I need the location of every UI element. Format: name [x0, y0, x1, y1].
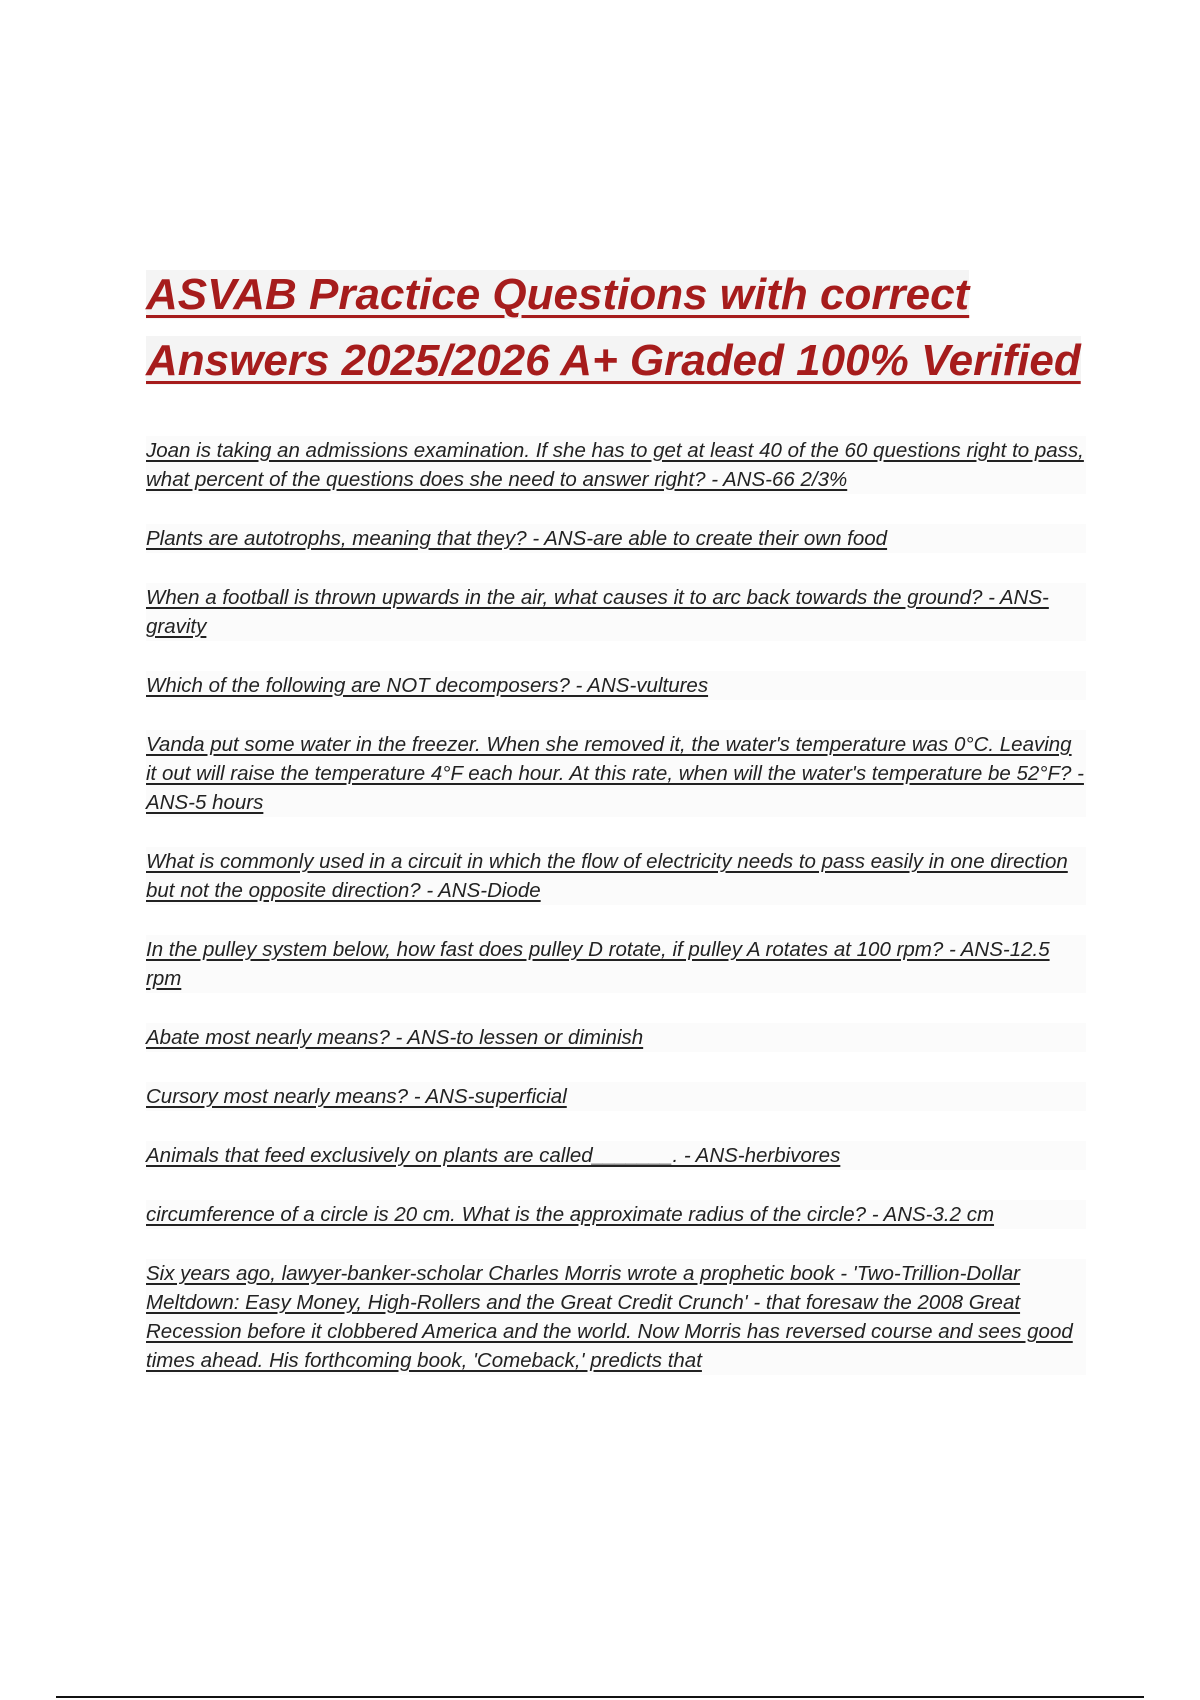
- qa-item-2: Plants are autotrophs, meaning that they? - ANS-are able to create their own food: [146, 524, 1086, 553]
- qa-item-5: Vanda put some water in the freezer. When she removed it, the water's temperature was 0°C. Leaving it out will raise the temperature 4°F each hour. At this rate, when will the water's temperature be 52°F? - ANS-5 hours: [146, 730, 1086, 817]
- page-bottom-divider: [56, 1696, 1144, 1698]
- qa-item-9: Cursory most nearly means? - ANS-superficial: [146, 1082, 1086, 1111]
- document-title: ASVAB Practice Questions with correct Answers 2025/2026 A+ Graded 100% Verified: [146, 270, 1081, 385]
- qa-item-8: Abate most nearly means? - ANS-to lessen or diminish: [146, 1023, 1086, 1052]
- qa-item-6: What is commonly used in a circuit in which the flow of electricity needs to pass easily in one direction but not the opposite direction? - ANS-Diode: [146, 847, 1086, 905]
- qa-list: [146, 436, 1086, 1375]
- qa-item-1: Joan is taking an admissions examination. If she has to get at least 40 of the 60 questions right to pass, what percent of the questions does she need to answer right? - ANS-66 2/3%: [146, 436, 1086, 494]
- document-content: [146, 262, 1086, 1405]
- qa-item-7: In the pulley system below, how fast does pulley D rotate, if pulley A rotates at 100 rpm? - ANS-12.5 rpm: [146, 935, 1086, 993]
- qa-item-12: Six years ago, lawyer-banker-scholar Charles Morris wrote a prophetic book - 'Two-Trillion-Dollar Meltdown: Easy Money, High-Rollers and the Great Credit Crunch' - that foresaw the 2008 Great Recession before it clobbered America and the world. Now Morris has reversed course and sees good times ahead. His forthcoming book, 'Comeback,' predicts that: [146, 1259, 1086, 1375]
- qa-item-11: circumference of a circle is 20 cm. What is the approximate radius of the circle? - ANS-3.2 cm: [146, 1200, 1086, 1229]
- qa-item-3: When a football is thrown upwards in the air, what causes it to arc back towards the ground? - ANS-gravity: [146, 583, 1086, 641]
- qa-item-4: Which of the following are NOT decomposers? - ANS-vultures: [146, 671, 1086, 700]
- qa-item-10: Animals that feed exclusively on plants are called_______. - ANS-herbivores: [146, 1141, 1086, 1170]
